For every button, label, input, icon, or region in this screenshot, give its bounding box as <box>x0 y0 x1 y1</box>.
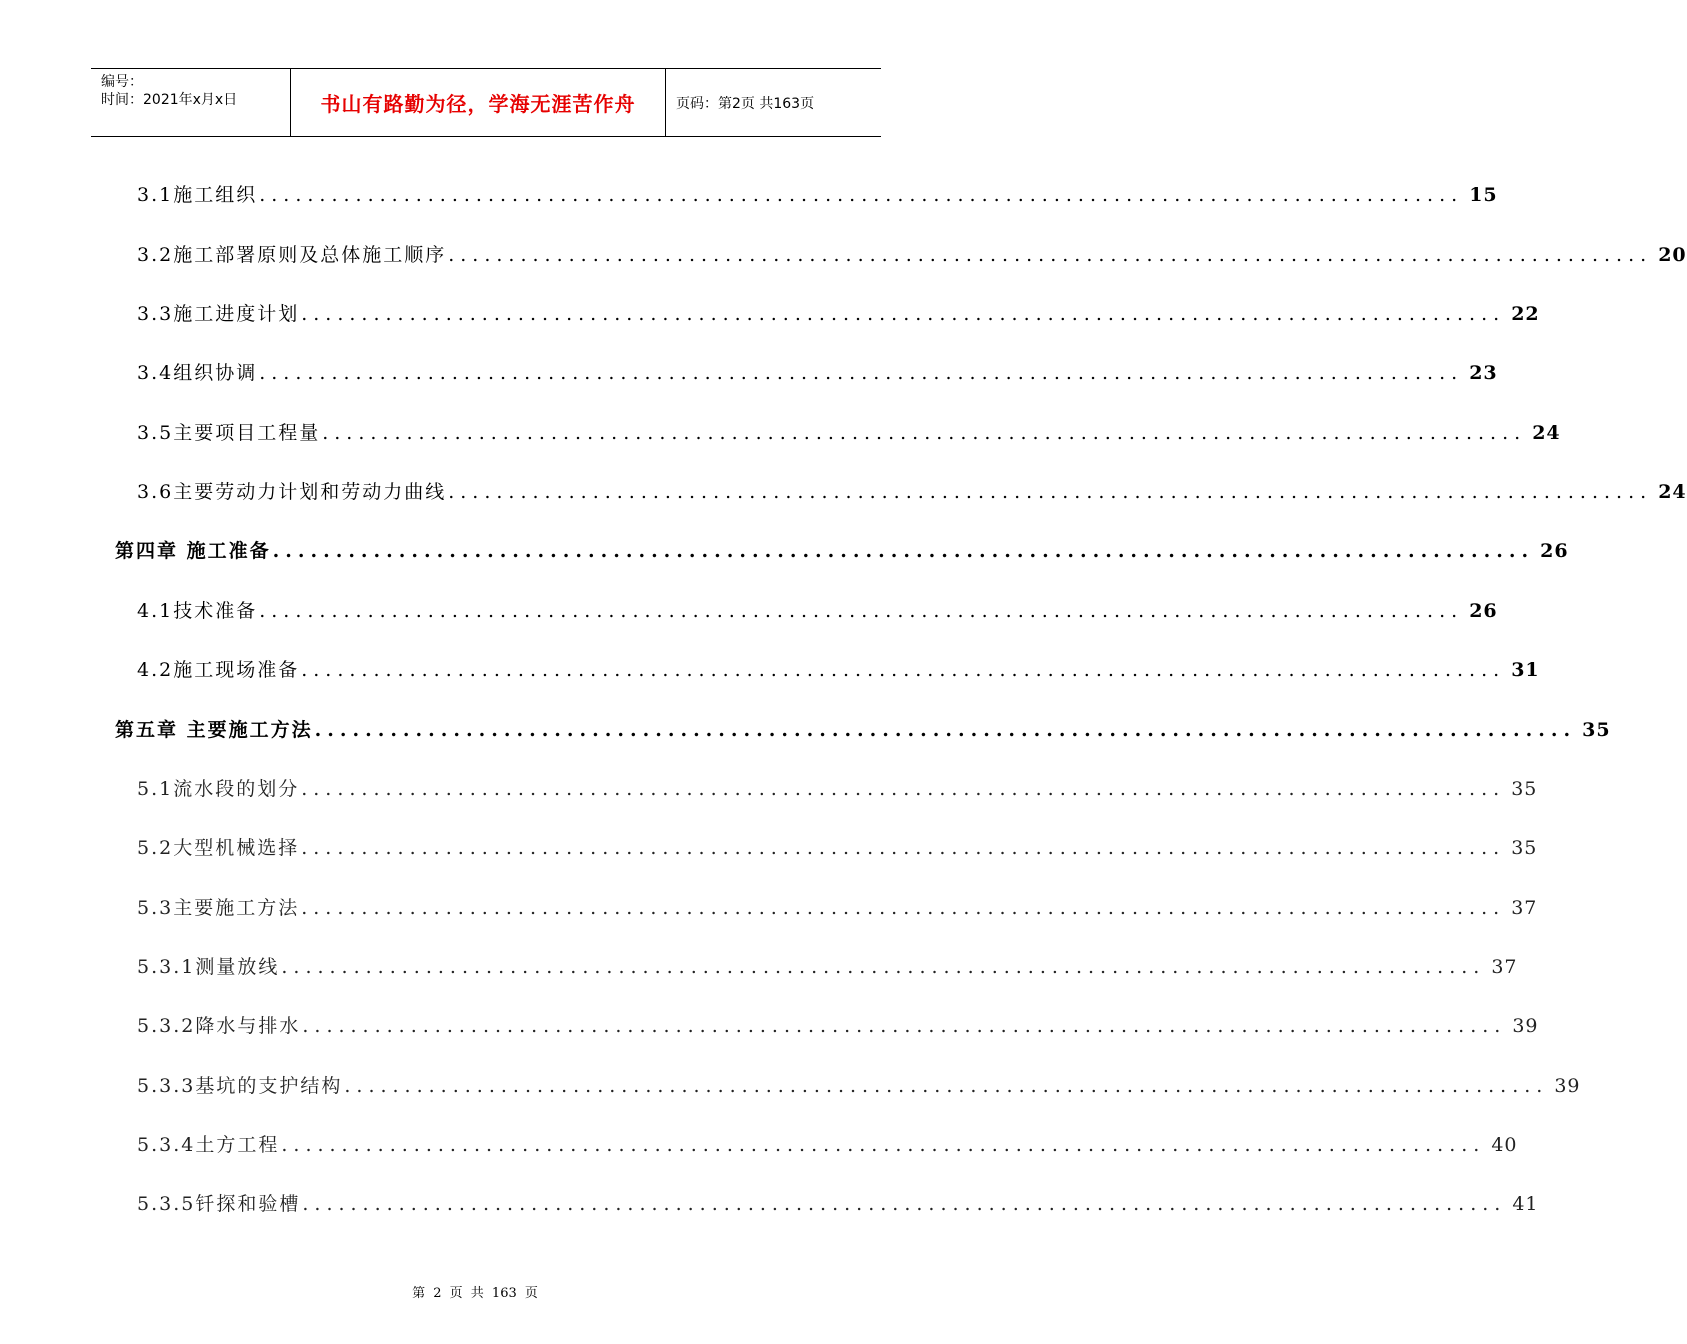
toc-entry-page: 35 <box>1511 837 1538 859</box>
toc-entry-page: 24 <box>1658 481 1687 503</box>
toc-leader: .................................................................................................... <box>301 659 1506 681</box>
toc-entry-label: 5.3.3基坑的支护结构 <box>137 1075 343 1097</box>
toc-entry-label: 3.2施工部署原则及总体施工顺序 <box>137 244 447 266</box>
toc-entry-label: 4.1技术准备 <box>137 600 258 622</box>
toc-entry[interactable] <box>137 1189 1539 1216</box>
toc-entry-page: 26 <box>1469 600 1498 622</box>
toc-entry[interactable] <box>137 893 1538 920</box>
toc-entry[interactable] <box>137 1011 1539 1038</box>
toc-entry-page: 37 <box>1491 956 1518 978</box>
toc-entry[interactable] <box>137 418 1561 445</box>
toc-leader: .................................................................................................... <box>301 303 1506 325</box>
toc-entry[interactable] <box>137 596 1498 623</box>
page-header <box>91 68 881 137</box>
toc-leader: .................................................................................................... <box>448 244 1653 266</box>
toc-entry[interactable] <box>137 655 1540 682</box>
toc-leader: .................................................................................................... <box>301 778 1506 800</box>
toc-entry-label: 5.1流水段的划分 <box>137 778 300 800</box>
toc-entry[interactable] <box>137 477 1687 504</box>
toc-entry-page: 39 <box>1512 1015 1539 1037</box>
toc-leader: .................................................................................................... <box>344 1075 1549 1097</box>
toc-entry-page: 23 <box>1469 362 1498 384</box>
toc-chapter-label: 第五章 主要施工方法 <box>115 719 313 741</box>
header-page-info: 页码：第2页 共163页 <box>676 95 815 112</box>
toc-entry-page: 31 <box>1511 659 1540 681</box>
toc-entry-label: 3.3施工进度计划 <box>137 303 300 325</box>
toc-leader: .................................................................................................... <box>259 184 1464 206</box>
toc-entry[interactable] <box>137 774 1538 801</box>
toc-leader: .................................................................................................... <box>322 422 1527 444</box>
toc-entry[interactable] <box>137 833 1538 860</box>
toc-leader: .................................................................................................... <box>302 1015 1507 1037</box>
toc-chapter-page: 35 <box>1582 719 1611 741</box>
toc-entry-page: 20 <box>1658 244 1687 266</box>
toc-chapter[interactable] <box>115 536 1569 563</box>
toc-entry-label: 5.3.1测量放线 <box>137 956 280 978</box>
toc-entry[interactable] <box>137 1071 1581 1098</box>
toc-leader: .................................................................................................... <box>302 1193 1507 1215</box>
toc-entry[interactable] <box>137 952 1518 979</box>
toc-entry-label: 3.1施工组织 <box>137 184 258 206</box>
toc-leader: .................................................................................................... <box>281 1134 1486 1156</box>
toc-chapter-page: 26 <box>1540 540 1569 562</box>
toc-entry[interactable] <box>137 180 1498 207</box>
toc-entry[interactable] <box>137 240 1687 267</box>
toc-leader: .................................................................................................... <box>281 956 1486 978</box>
toc-entry-page: 35 <box>1511 778 1538 800</box>
toc-chapter[interactable] <box>115 715 1611 742</box>
time-label: 时间：2021年x月x日 <box>101 92 238 108</box>
toc-entry-page: 15 <box>1469 184 1498 206</box>
toc-entry-label: 5.3.2降水与排水 <box>137 1015 301 1037</box>
header-meta <box>91 69 291 136</box>
toc-entry[interactable] <box>137 358 1498 385</box>
toc-entry-page: 41 <box>1512 1193 1539 1215</box>
toc-entry-label: 5.2大型机械选择 <box>137 837 300 859</box>
toc-entry-label: 3.6主要劳动力计划和劳动力曲线 <box>137 481 447 503</box>
toc-entry-page: 24 <box>1532 422 1561 444</box>
toc-entry-page: 39 <box>1554 1075 1581 1097</box>
toc-leader: .................................................................................................... <box>272 540 1535 562</box>
toc-entry-label: 3.4组织协调 <box>137 362 258 384</box>
toc-leader: .................................................................................................... <box>301 897 1506 919</box>
toc-entry-label: 5.3.4土方工程 <box>137 1134 280 1156</box>
toc-leader: .................................................................................................... <box>301 837 1506 859</box>
toc-entry[interactable] <box>137 1130 1518 1157</box>
toc-leader: .................................................................................................... <box>448 481 1653 503</box>
toc-leader: .................................................................................................... <box>259 600 1464 622</box>
toc-entry-label: 4.2施工现场准备 <box>137 659 300 681</box>
page-footer: 第 2 页 共 163 页 <box>412 1286 538 1301</box>
toc-entry[interactable] <box>137 299 1540 326</box>
toc-entry-label: 3.5主要项目工程量 <box>137 422 321 444</box>
toc-leader: .................................................................................................... <box>314 719 1577 741</box>
toc-chapter-label: 第四章 施工准备 <box>115 540 271 562</box>
toc-entry-label: 5.3主要施工方法 <box>137 897 300 919</box>
toc-leader: .................................................................................................... <box>259 362 1464 384</box>
toc-entry-label: 5.3.5钎探和验槽 <box>137 1193 301 1215</box>
header-motto: 书山有路勤为径，学海无涯苦作舟 <box>291 69 666 136</box>
number-label: 编号： <box>101 74 143 90</box>
toc-entry-page: 22 <box>1511 303 1540 325</box>
toc-entry-page: 40 <box>1491 1134 1518 1156</box>
toc-entry-page: 37 <box>1511 897 1538 919</box>
